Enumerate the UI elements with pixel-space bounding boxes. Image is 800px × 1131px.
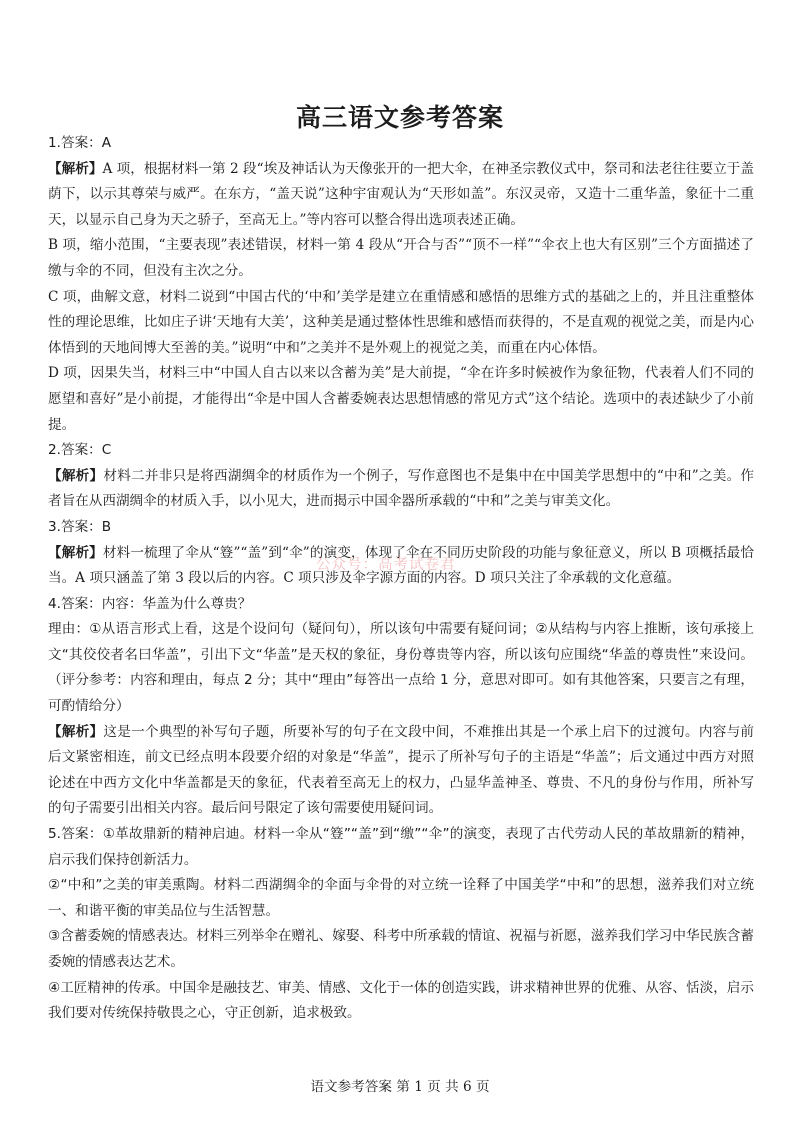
watermark: 公众号：高考试卷君 xyxy=(316,557,456,573)
q2-analysis xyxy=(48,464,754,515)
q3-analysis-text: 材料一梳理了伞从“簦”“盖”到“伞”的演变，体现了伞在不同历史阶段的功能与象征意义，所以 B 项概括最恰当。A 项只涵盖了第 3 段以后的内容。C 项只涉及伞字源方面的内容。D 项只关注了伞承载的文化意蕴。 xyxy=(48,544,755,587)
q5-answer: 5.答案：①革故鼎新的精神启迪。材料一伞从“簦”“盖”到“缴”“伞”的演变，表现了古代劳动人民的革故鼎新的精神，启示我们保持创新活力。 xyxy=(48,826,754,868)
q1-option-b-text: B 项，缩小范围，“主要表现”表述错误，材料一第 4 段从“开合与否”“顶不一样”“伞衣上也大有区别”三个方面描述了缴与伞的不同，但没有主次之分。 xyxy=(48,237,754,279)
q5-point-4: ④工匠精神的传承。中国伞是融技艺、审美、情感、文化于一体的创造实践，讲求精神世界的优雅、从容、恬淡，启示我们要对传统保持敬畏之心，守正创新，追求极致。 xyxy=(48,979,754,1022)
analysis-tag: 【解析】 xyxy=(48,723,104,740)
q4-reason: 理由：①从语言形式上看，这是个设问句（疑问句），所以该句中需要有疑问词；②从结构与内容上推断，该句承接上文“其佼佼者名曰华盖”，引出下文“华盖”是天权的象征，身份尊贵等内容，所以该句应围绕“华盖的尊贵性”来设问。（评分参考：内容和理由，每点 2 分；其中“理由”每答出一点给 1 分，意思对即可。如有其他答案，只要言之有理，可酌情给分） xyxy=(48,621,754,715)
q5-point-2: ②“中和”之美的审美熏陶。材料二西湖绸伞的伞面与伞骨的对立统一诠释了中国美学“中和”的思想，滋养我们对立统一、和谐平衡的审美品位与生活智慧。 xyxy=(48,877,754,919)
q5-point-3: ③含蓄委婉的情感表达。材料三列举伞在赠礼、嫁娶、科考中所承载的情谊、祝福与祈愿，滋养我们学习中华民族含蓄委婉的情感表达艺术。 xyxy=(48,928,754,970)
q4-analysis-text: 这是一个典型的补写句子题，所要补写的句子在文段中间，不难推出其是一个承上启下的过渡句。内容与前后文紧密相连，前文已经点明本段要介绍的对象是“华盖”，提示了所补写句子的主语是“华盖”；后文通过中西方对照论述在中西方文化中华盖都是天的象征，代表着至高无上的权力，凸显华盖神圣、尊贵、不凡的身份与作用，所补写的句子需要引出相关内容。最后问号限定了该句需要使用疑问词。 xyxy=(48,723,755,817)
q2-answer: 2.答案：C xyxy=(48,442,112,459)
q1-analysis-a xyxy=(48,157,754,234)
analysis-tag: 【解析】 xyxy=(48,544,103,561)
q1-option-d-text: D 项，因果失当，材料三中“中国人自古以来以含蓄为美”是大前提，“伞在许多时候被作为象征物，代表着人们不同的愿望和喜好”是小前提，才能得出“伞是中国人含蓄委婉表达思想情感的常见方式”这个结论。选项中的表述缺少了小前提。 xyxy=(48,365,754,433)
q1-option-a-text: A 项，根据材料一第 2 段“埃及神话认为天像张开的一把大伞，在神圣宗教仪式中，祭司和法老往往要立于盖荫下，以示其尊荣与威严。在东方，“盖天说”这种宇宙观认为“天形如盖”。东汉灵帝，又造十二重华盖，象征十二重天，以显示自己身为天之骄子，至高无上。”等内容可以整合得出选项表述正确。 xyxy=(48,160,755,228)
page-footer: 语文参考答案 第 1 页 共 6 页 xyxy=(310,1079,490,1095)
analysis-tag: 【解析】 xyxy=(48,160,103,177)
analysis-tag: 【解析】 xyxy=(48,467,104,484)
q1-answer: 1.答案：A xyxy=(48,135,112,151)
q3-answer: 3.答案：B xyxy=(48,518,112,535)
q1-option-c-text: C 项，曲解文意，材料二说到“中国古代的‘中和’美学是建立在重情感和感悟的思维方式的基础之上的，并且注重整体性的理论思维，比如庄子讲‘天地有大美’，这种美是通过整体性思维和感悟而获得的，不是直观的视觉之美，而是内心体悟到的天地间博大至善的美。”说明“中和”之美并不是外观上的视觉之美，而重在内心体悟。 xyxy=(48,288,754,356)
page-title: 高三语文参考答案 xyxy=(295,103,504,132)
answer-content xyxy=(48,131,754,1027)
q4-answer: 4.答案：内容：华盖为什么尊贵？ xyxy=(48,595,252,612)
q4-analysis xyxy=(48,720,754,822)
q2-analysis-text: 材料二并非只是将西湖绸伞的材质作为一个例子，写作意图也不是集中在中国美学思想中的“中和”之美。作者旨在从西湖绸伞的材质入手，以小见大，进而揭示中国伞器所承载的“中和”之美与审美文化。 xyxy=(48,467,755,510)
